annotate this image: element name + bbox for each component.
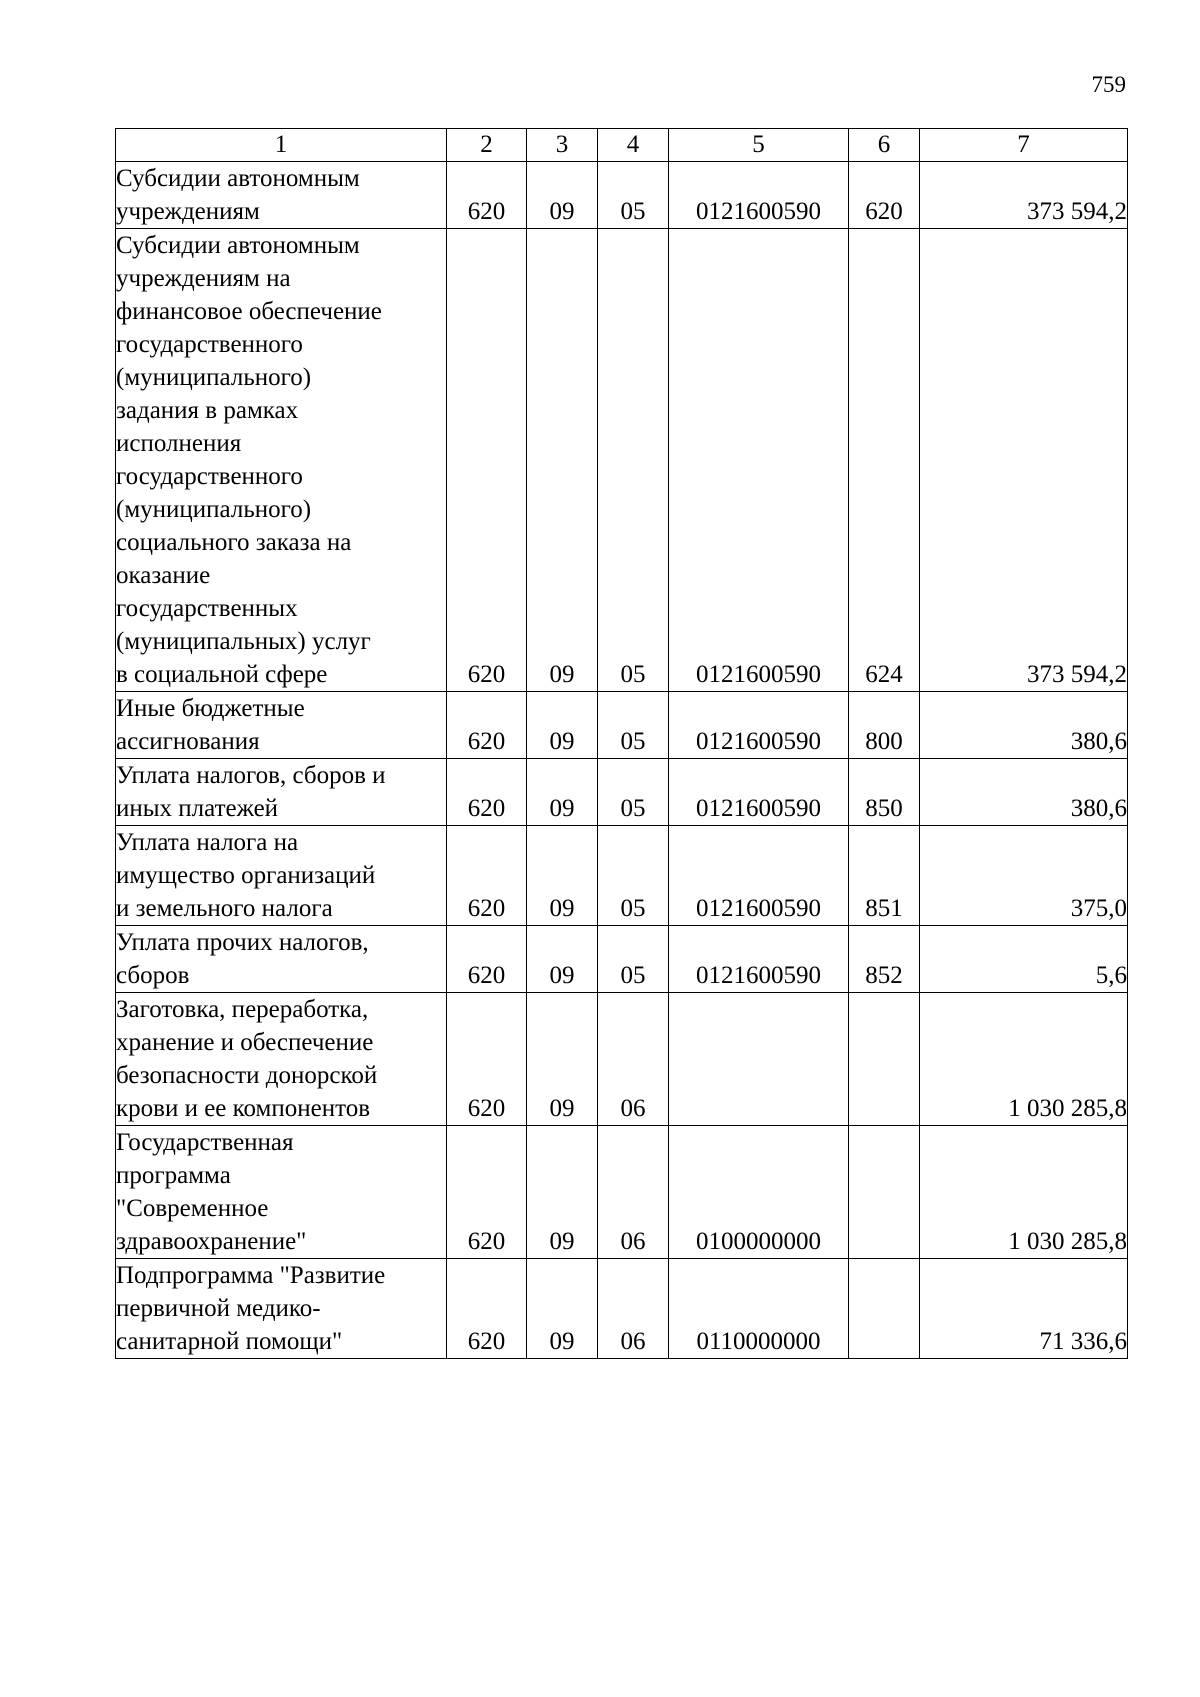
amount-cell: 1 030 285,8 (920, 993, 1128, 1126)
row-name-line: в социальной сфере (116, 661, 328, 688)
row-name-line: ассигнования (116, 728, 260, 755)
row-name-line: первичной медико- (116, 1295, 321, 1322)
section-code-cell: 09 (527, 826, 598, 926)
section-code-cell: 09 (527, 1126, 598, 1259)
target-article-cell (669, 993, 849, 1126)
row-name-line: учреждениям (116, 198, 260, 225)
row-name-cell (116, 162, 447, 229)
table-body (116, 162, 1128, 1359)
header-row (116, 129, 1128, 162)
target-article-cell: 0121600590 (669, 926, 849, 993)
row-name-line: "Современное (116, 1195, 269, 1222)
target-article-cell: 0121600590 (669, 229, 849, 692)
table-row (116, 993, 1128, 1126)
row-name-line: (муниципального) (116, 496, 312, 523)
row-name-line: санитарной помощи" (116, 1328, 343, 1355)
row-name-line: Уплата налога на (116, 829, 299, 856)
row-name-line: (муниципальных) услуг (116, 628, 371, 655)
amount-cell: 380,6 (920, 759, 1128, 826)
table-row (116, 162, 1128, 229)
row-name-line: сборов (116, 962, 190, 989)
target-article-cell: 0121600590 (669, 826, 849, 926)
row-name-cell (116, 826, 447, 926)
ministry-code-cell: 620 (447, 692, 527, 759)
target-article-cell: 0121600590 (669, 692, 849, 759)
table-row (116, 692, 1128, 759)
subsection-code-cell: 05 (598, 826, 669, 926)
section-code-cell: 09 (527, 759, 598, 826)
page-number: 759 (1091, 72, 1126, 97)
row-name-line: здравоохранение" (116, 1228, 307, 1255)
section-code-cell: 09 (527, 926, 598, 993)
amount-cell: 373 594,2 (920, 229, 1128, 692)
row-name-line: хранение и обеспечение (116, 1029, 374, 1056)
row-name-line: социального заказа на (116, 529, 352, 556)
ministry-code-cell: 620 (447, 229, 527, 692)
row-name-line: Уплата налогов, сборов и (116, 762, 386, 789)
column-header-7: 7 (920, 129, 1128, 162)
amount-cell: 71 336,6 (920, 1259, 1128, 1359)
row-name-line: Государственная (116, 1129, 294, 1156)
row-name-line: оказание (116, 562, 211, 589)
row-name-cell (116, 229, 447, 692)
table-row (116, 1259, 1128, 1359)
row-name-line: Подпрограмма "Развитие (116, 1262, 386, 1289)
section-code-cell: 09 (527, 1259, 598, 1359)
row-name-line: и земельного налога (116, 895, 333, 922)
table-row (116, 1126, 1128, 1259)
row-name-line: безопасности донорской (116, 1062, 378, 1089)
column-header-3: 3 (527, 129, 598, 162)
column-header-6: 6 (849, 129, 920, 162)
amount-cell: 380,6 (920, 692, 1128, 759)
row-name-line: программа (116, 1162, 231, 1189)
row-name-cell (116, 1259, 447, 1359)
expense-type-cell: 620 (849, 162, 920, 229)
row-name-line: Субсидии автономным (116, 165, 360, 192)
row-name-line: Субсидии автономным (116, 232, 360, 259)
subsection-code-cell: 06 (598, 1126, 669, 1259)
expense-type-cell: 850 (849, 759, 920, 826)
table-row (116, 229, 1128, 692)
row-name-line: государственного (116, 463, 303, 490)
section-code-cell: 09 (527, 229, 598, 692)
row-name-line: исполнения (116, 430, 242, 457)
row-name-cell (116, 926, 447, 993)
ministry-code-cell: 620 (447, 1126, 527, 1259)
row-name-line: Уплата прочих налогов, (116, 929, 369, 956)
expense-type-cell: 851 (849, 826, 920, 926)
section-code-cell: 09 (527, 162, 598, 229)
subsection-code-cell: 05 (598, 162, 669, 229)
amount-cell: 5,6 (920, 926, 1128, 993)
subsection-code-cell: 06 (598, 993, 669, 1126)
row-name-line: государственного (116, 331, 303, 358)
row-name-line: (муниципального) (116, 364, 312, 391)
expense-type-cell (849, 1259, 920, 1359)
expense-type-cell (849, 1126, 920, 1259)
target-article-cell: 0110000000 (669, 1259, 849, 1359)
row-name-line: государственных (116, 595, 298, 622)
row-name-cell (116, 692, 447, 759)
expense-type-cell: 852 (849, 926, 920, 993)
row-name-line: крови и ее компонентов (116, 1095, 371, 1122)
row-name-line: Заготовка, переработка, (116, 996, 369, 1023)
row-name-cell (116, 993, 447, 1126)
ministry-code-cell: 620 (447, 926, 527, 993)
ministry-code-cell: 620 (447, 826, 527, 926)
table-row (116, 926, 1128, 993)
expense-type-cell (849, 993, 920, 1126)
column-header-4: 4 (598, 129, 669, 162)
row-name-line: иных платежей (116, 795, 279, 822)
table-row (116, 759, 1128, 826)
section-code-cell: 09 (527, 692, 598, 759)
row-name-line: учреждениям на (116, 265, 291, 292)
column-header-5: 5 (669, 129, 849, 162)
column-header-1: 1 (116, 129, 447, 162)
table-header (116, 129, 1128, 162)
row-name-line: Иные бюджетные (116, 695, 305, 722)
row-name-cell (116, 759, 447, 826)
target-article-cell: 0121600590 (669, 759, 849, 826)
budget-table (115, 128, 1128, 1359)
expense-type-cell: 624 (849, 229, 920, 692)
row-name-line: задания в рамках (116, 397, 299, 424)
ministry-code-cell: 620 (447, 759, 527, 826)
target-article-cell: 0121600590 (669, 162, 849, 229)
amount-cell: 373 594,2 (920, 162, 1128, 229)
row-name-line: имущество организаций (116, 862, 376, 889)
expense-type-cell: 800 (849, 692, 920, 759)
section-code-cell: 09 (527, 993, 598, 1126)
subsection-code-cell: 05 (598, 229, 669, 692)
column-header-2: 2 (447, 129, 527, 162)
ministry-code-cell: 620 (447, 162, 527, 229)
table-row (116, 826, 1128, 926)
ministry-code-cell: 620 (447, 993, 527, 1126)
subsection-code-cell: 05 (598, 759, 669, 826)
subsection-code-cell: 05 (598, 926, 669, 993)
amount-cell: 375,0 (920, 826, 1128, 926)
ministry-code-cell: 620 (447, 1259, 527, 1359)
subsection-code-cell: 06 (598, 1259, 669, 1359)
subsection-code-cell: 05 (598, 692, 669, 759)
amount-cell: 1 030 285,8 (920, 1126, 1128, 1259)
target-article-cell: 0100000000 (669, 1126, 849, 1259)
row-name-line: финансовое обеспечение (116, 298, 382, 325)
row-name-cell (116, 1126, 447, 1259)
